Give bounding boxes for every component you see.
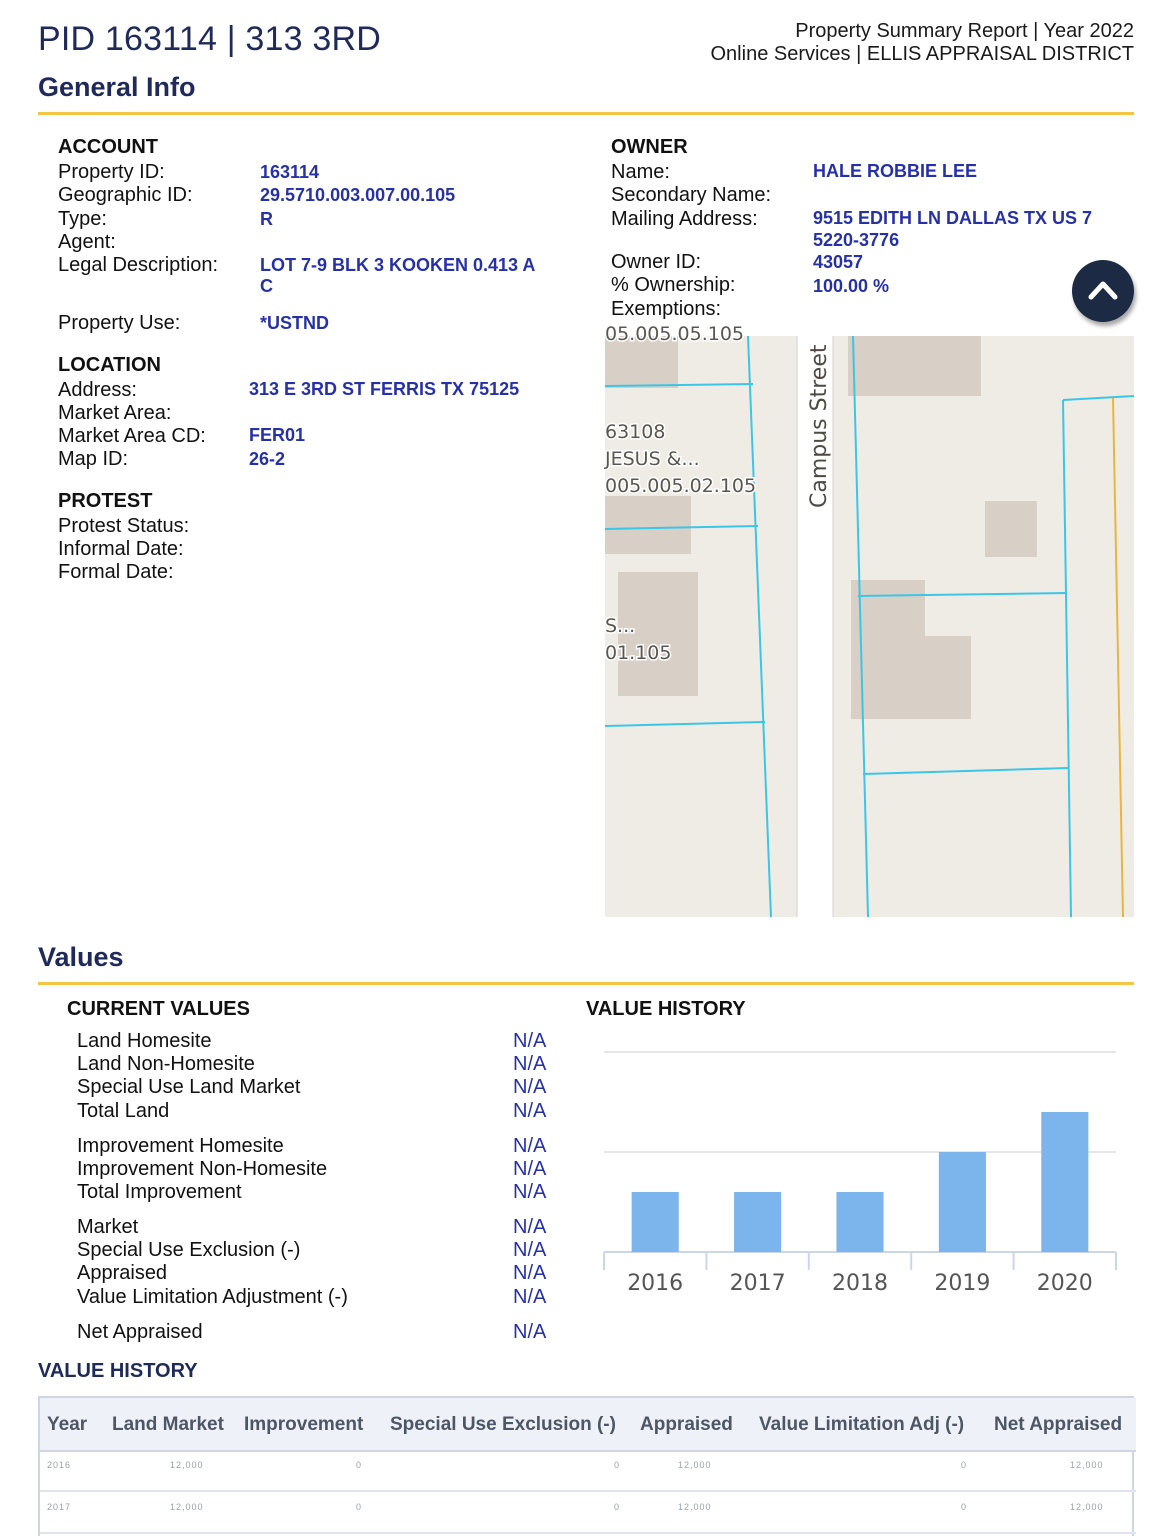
chart-bar-2018[interactable] [836, 1192, 883, 1252]
chart-bar-2016[interactable] [632, 1192, 679, 1252]
current-value: N/A [513, 1158, 547, 1180]
current-value-label: Appraised [77, 1262, 168, 1284]
cell-appraised: 12,000 [678, 1460, 712, 1470]
current-value-label: Special Use Exclusion (-) [77, 1239, 301, 1261]
parcel-label: 005.005.02.105 [605, 475, 757, 497]
location-heading: LOCATION [58, 354, 161, 376]
cell-improvement: 0 [356, 1502, 363, 1512]
geographic-id-label: Geographic ID: [58, 184, 193, 206]
building [985, 501, 1037, 557]
cell-improvement: 0 [356, 1460, 363, 1470]
current-value: N/A [513, 1239, 547, 1261]
chart-x-tick-label: 2018 [832, 1271, 888, 1296]
current-value-label: Improvement Homesite [77, 1135, 284, 1157]
cell-land-market: 12,000 [170, 1502, 204, 1512]
chevron-up-icon [1087, 276, 1119, 304]
chart-bar-2020[interactable] [1041, 1112, 1088, 1252]
market-area-cd-label: Market Area CD: [58, 425, 206, 447]
boundary-line [1113, 398, 1123, 917]
value-history-table-heading: VALUE HISTORY [38, 1360, 198, 1382]
street-label: Campus Street [807, 344, 832, 508]
cell-value-limitation-adj: 0 [961, 1502, 968, 1512]
value-history-chart-heading: VALUE HISTORY [586, 998, 746, 1020]
informal-date-label: Informal Date: [58, 538, 184, 560]
cell-year: 2016 [47, 1460, 72, 1470]
current-values-heading: CURRENT VALUES [67, 998, 250, 1020]
chart-x-tick-label: 2017 [729, 1271, 786, 1296]
mailing-address-label: Mailing Address: [611, 208, 758, 230]
geographic-id-value: 29.5710.003.007.00.105 [260, 185, 456, 205]
type-value: R [260, 209, 273, 229]
parcel-label: 63108 [605, 421, 666, 443]
cell-value-limitation-adj: 0 [961, 1460, 968, 1470]
current-value-label: Net Appraised [77, 1321, 203, 1343]
map-id-value: 26-2 [249, 449, 286, 469]
mailing-address-value-cont: 5220-3776 [813, 230, 900, 250]
scroll-top-button[interactable] [1072, 260, 1134, 322]
section-divider [38, 982, 1134, 985]
current-value: N/A [513, 1216, 547, 1238]
table-header [40, 1398, 1136, 1452]
exemptions-label: Exemptions: [611, 298, 722, 320]
chart-x-tick-label: 2020 [1036, 1271, 1093, 1296]
current-value-label: Special Use Land Market [77, 1076, 301, 1098]
parcel-label: S... [605, 615, 636, 637]
building [848, 336, 981, 396]
owner-name-value: HALE ROBBIE LEE [813, 161, 978, 181]
chart-x-tick-label: 2019 [934, 1271, 991, 1296]
protest-status-label: Protest Status: [58, 515, 190, 537]
current-value: N/A [513, 1286, 547, 1308]
table-row [40, 1452, 1136, 1492]
column-header-value-limitation-adj[interactable]: Value Limitation Adj (-) [759, 1414, 965, 1435]
current-value: N/A [513, 1100, 547, 1122]
legal-description-label: Legal Description: [58, 254, 219, 276]
market-area-cd-value: FER01 [249, 425, 306, 445]
value-history-table [38, 1396, 1134, 1536]
owner-name-label: Name: [611, 161, 670, 183]
owner-id-value: 43057 [813, 252, 864, 272]
map-canvas [605, 323, 1134, 917]
owner-id-label: Owner ID: [611, 251, 702, 273]
chart-bar-2017[interactable] [734, 1192, 781, 1252]
address-label: Address: [58, 379, 137, 401]
secondary-name-label: Secondary Name: [611, 184, 772, 206]
formal-date-label: Formal Date: [58, 561, 174, 583]
page-title: PID 163114 | 313 3RD [38, 20, 381, 58]
cell-land-market: 12,000 [170, 1460, 204, 1470]
column-header-year[interactable]: Year [47, 1414, 88, 1435]
chart-x-tick-label: 2016 [627, 1271, 684, 1296]
address-value: 313 E 3RD ST FERRIS TX 75125 [249, 379, 520, 399]
protest-heading: PROTEST [58, 490, 153, 512]
owner-heading: OWNER [611, 136, 688, 158]
current-value: N/A [513, 1262, 547, 1284]
value-history-chart [586, 1030, 1134, 1320]
cell-year: 2017 [47, 1502, 72, 1512]
parcel-map[interactable] [605, 323, 1134, 917]
parcel-label: 01.105 [605, 642, 672, 664]
column-header-improvement[interactable]: Improvement [244, 1414, 364, 1435]
agent-label: Agent: [58, 231, 116, 253]
chart-canvas [586, 1030, 1134, 1320]
column-header-net-appraised[interactable]: Net Appraised [994, 1414, 1123, 1435]
market-area-label: Market Area: [58, 402, 172, 424]
current-value: N/A [513, 1076, 547, 1098]
cell-special-use-exclusion: 0 [614, 1502, 621, 1512]
general-info-heading: General Info [38, 72, 196, 102]
current-value: N/A [513, 1181, 547, 1203]
property-id-label: Property ID: [58, 161, 165, 183]
column-header-appraised[interactable]: Appraised [640, 1414, 733, 1435]
current-value: N/A [513, 1030, 547, 1052]
account-heading: ACCOUNT [58, 136, 158, 158]
cell-appraised: 12,000 [678, 1502, 712, 1512]
ownership-label: % Ownership: [611, 274, 736, 296]
current-value: N/A [513, 1053, 547, 1075]
current-value-label: Improvement Non-Homesite [77, 1158, 328, 1180]
table-row [40, 1494, 1136, 1534]
current-value-label: Value Limitation Adjustment (-) [77, 1286, 348, 1308]
cell-net-appraised: 12,000 [1070, 1460, 1104, 1470]
current-value-label: Market [77, 1216, 139, 1238]
current-value: N/A [513, 1321, 547, 1343]
current-value-label: Total Improvement [77, 1181, 242, 1203]
mailing-address-value: 9515 EDITH LN DALLAS TX US 7 [813, 208, 1093, 228]
values-heading: Values [38, 942, 124, 972]
building [851, 580, 971, 719]
report-source: Online Services | ELLIS APPRAISAL DISTRICT [710, 43, 1134, 65]
chart-bar-2019[interactable] [939, 1152, 986, 1252]
current-value-label: Land Non-Homesite [77, 1053, 255, 1075]
property-use-value: *USTND [260, 313, 330, 333]
current-value: N/A [513, 1135, 547, 1157]
current-value-label: Total Land [77, 1100, 170, 1122]
cell-net-appraised: 12,000 [1070, 1502, 1104, 1512]
building [605, 496, 691, 554]
column-header-special-use-exclusion[interactable]: Special Use Exclusion (-) [390, 1414, 616, 1435]
column-header-land-market[interactable]: Land Market [112, 1414, 224, 1435]
cell-special-use-exclusion: 0 [614, 1460, 621, 1470]
type-label: Type: [58, 208, 107, 230]
legal-description-value-cont: C [260, 276, 273, 296]
property-id-value: 163114 [260, 162, 320, 182]
current-value-label: Land Homesite [77, 1030, 212, 1052]
section-divider [38, 112, 1134, 115]
map-id-label: Map ID: [58, 448, 129, 470]
legal-description-value: LOT 7-9 BLK 3 KOOKEN 0.413 A [260, 255, 536, 275]
property-use-label: Property Use: [58, 312, 181, 334]
ownership-value: 100.00 % [813, 276, 890, 296]
parcel-label: JESUS &... [605, 448, 700, 470]
report-title: Property Summary Report | Year 2022 [795, 20, 1134, 42]
parcel-label: 05.005.05.105 [605, 323, 745, 345]
